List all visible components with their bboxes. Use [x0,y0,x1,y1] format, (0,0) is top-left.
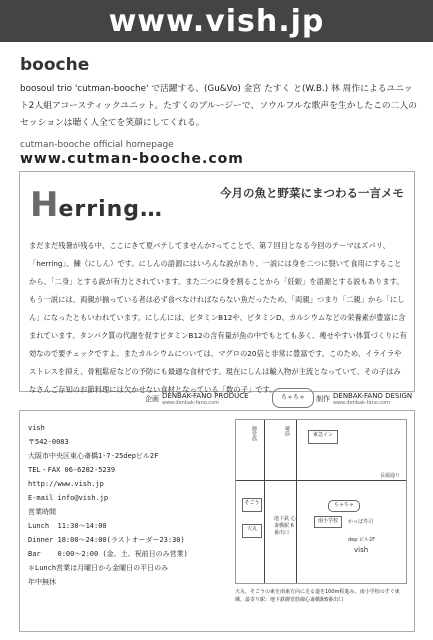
produce-name: DENBAK-FANO PRODUCE [162,392,249,400]
shop-info [28,421,188,589]
homepage-link[interactable]: www.cutman-booche.com [20,151,244,167]
map-road [264,420,265,583]
info-line: Dinner 18:00～24:00(ラストオーダー23:30) [28,536,185,544]
site-title[interactable]: www.vish.jp [108,3,325,39]
info-line: vish [28,424,45,432]
info-line: Lunch 11:30～14:00 [28,522,107,530]
map-label-kappa: かっぱ寿司 [348,519,374,525]
design-credit[interactable] [333,392,412,406]
map-box-school: 南小学校 [314,516,342,528]
map-label-sakai: 堺筋 [284,426,290,436]
map-shop-logo: ちゃちゃ [328,500,360,512]
map-label-vish: vish [354,546,369,554]
map-label-station: 地下鉄 心斎橋駅 6番出口 [274,516,296,536]
shop-logo: ちゃちゃ [272,388,314,408]
column-heading: 今月の魚と野菜にまつわる一言メモ [220,186,404,200]
map-label-dep: dep ビル2F [348,537,376,543]
produce-url: www.denbak-fano.com [162,400,219,406]
map-box-tokyu: 東急イン [308,430,338,444]
homepage-label: cutman-booche official homepage [20,140,174,150]
info-line[interactable]: E-mail info@vish.jp [28,494,109,502]
info-line: 〒542-0083 [28,438,69,446]
planning-label: 企画 [145,395,159,403]
map-box-daimaru: 大丸 [242,524,262,538]
artist-name: booche [20,55,90,75]
map-road [296,420,297,583]
logo-rest: erring… [58,197,164,222]
credits-bar [0,387,433,411]
map-road [236,480,406,481]
design-url: www.denbak-fano.com [333,400,390,406]
produce-credit[interactable] [162,392,249,406]
info-line[interactable]: http://www.vish.jp [28,480,104,488]
herring-logo [30,185,163,225]
logo-initial: H [30,185,59,225]
info-line: ＊Lunch営業は月曜日から金曜日の平日のみ [28,564,169,572]
map-caption: 大丸、そごうの東を南東方向に走る道を100m程進み、南小学校のすぐ東隣。最寄り駅：地下鉄御堂筋線心斎橋駅6番出口 [235,589,400,603]
artist-description: boosoul trio 'cutman-booche' で活躍する、(Gu&Vo) 金宮 たすく と(W.B.) 林 周作によるユニット2人組アコースティックユニット。たすくのブルージーで、ソウルフルな歌声を生かしたこの二人のセッションは聴く人全てを笑顔にしてくれる。 [20,84,418,128]
map-box-sogo: そごう [242,498,262,512]
info-line: 大阪市中央区東心斎橋1-7-25depビル2F [28,452,159,460]
design-name: DENBAK-FANO DESIGN [333,392,413,400]
column-box [19,171,415,392]
info-line: Bar 0:00～2:00 (金、土、祝前日のみ営業) [28,550,188,558]
artist-intro [20,55,420,167]
production-label: 制作 [316,395,330,403]
column-body: まだまだ残暑が残る中、ここにきて夏バテしてませんか?ってことで、第７回目となる今回のテーマはズバリ、「herring」、鰊（にしん）です。にしんの語源にはいろんな説があり、一説には身を二つに裂いて食用にすることから、「二身」とする説が有力とされています。また二つに身を割ることから「妊娠」を語源とする説もあります。もう一説には、両親が揃っている者は必ず食べなければならない魚だったため、「両親」つまり「二親」から「にしん」になったともいわれています。にしんには、ビタミンB12や、ビタミンD、カルシウムなどの栄養素が豊富に含まれています。タンパク質の代謝を促すビタミンB12の含有量が魚の中でもとても多く、痩せやすい体質づくりに有効なので要チェックですよ。またカルシウムについては、マグロの20倍と非常に豊富です。このため、イライラやストレスを抑え、骨粗鬆症などの予防にも最適な食材です。現在にしんは輸入物が主流となっていて、その子はみなさんご存知のお節料理には欠かせない食材となっている「数の子」です。 [29,241,407,394]
map-label-nagahori: 長堀通り [379,473,400,479]
map-label-mido: 御堂筋 [251,426,257,441]
info-line: 営業時間 [28,508,56,516]
access-map [235,419,407,584]
info-line: 年中無休 [28,578,56,586]
shop-info-box [19,410,415,632]
info-line: TEL・FAX 06-6282-5239 [28,466,116,474]
site-header [0,0,433,42]
